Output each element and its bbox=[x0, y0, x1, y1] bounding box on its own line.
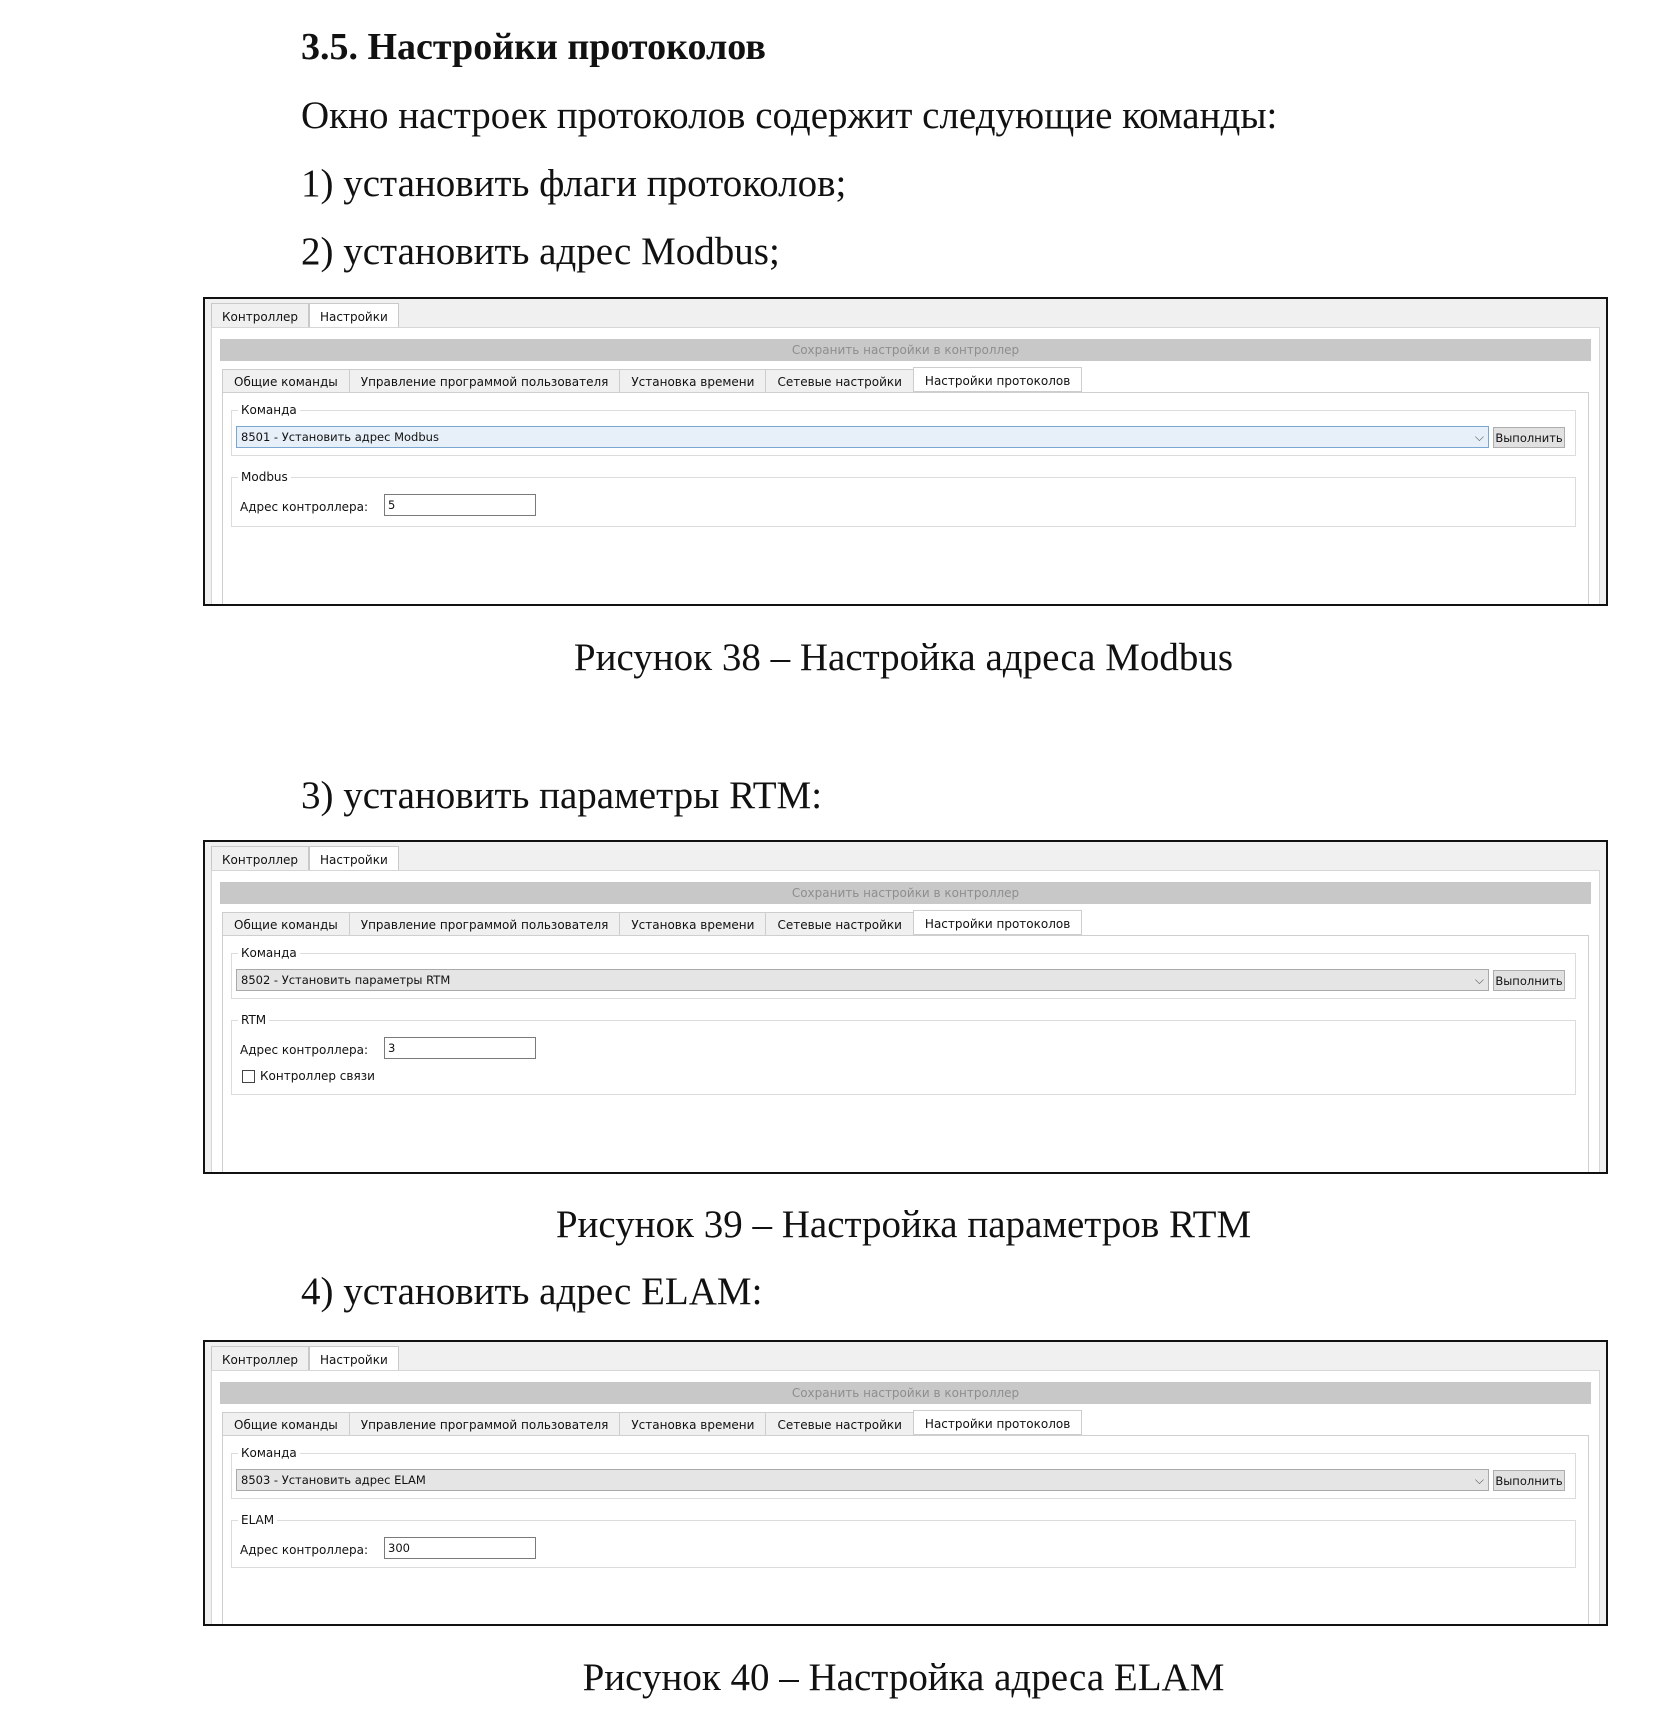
top-tab-bar bbox=[211, 303, 399, 328]
rtm-group bbox=[231, 1013, 1576, 1095]
list-item-1: 1) установить флаги протоколов; bbox=[301, 162, 847, 205]
link-controller-label: Контроллер связи bbox=[260, 1069, 375, 1083]
save-to-controller-button[interactable]: Сохранить настройки в контроллер bbox=[220, 1382, 1591, 1404]
modbus-group bbox=[231, 470, 1576, 527]
tab-controller[interactable]: Контроллер bbox=[211, 1346, 309, 1371]
tab-protocol-settings[interactable]: Настройки протоколов bbox=[913, 910, 1082, 935]
command-select[interactable] bbox=[236, 1469, 1489, 1491]
address-label: Адрес контроллера: bbox=[240, 1043, 369, 1057]
save-to-controller-button[interactable]: Сохранить настройки в контроллер bbox=[220, 339, 1591, 361]
tab-time-setting[interactable]: Установка времени bbox=[619, 369, 765, 393]
rtm-group-title: RTM bbox=[238, 1012, 269, 1028]
command-group-title: Команда bbox=[238, 402, 300, 418]
tab-settings[interactable]: Настройки bbox=[309, 846, 399, 871]
tab-user-program[interactable]: Управление программой пользователя bbox=[349, 369, 620, 393]
tab-user-program[interactable]: Управление программой пользователя bbox=[349, 912, 620, 936]
tab-protocol-settings[interactable]: Настройки протоколов bbox=[913, 367, 1082, 392]
command-group-title: Команда bbox=[238, 1445, 300, 1461]
elam-group bbox=[231, 1513, 1576, 1568]
tab-network-settings[interactable]: Сетевые настройки bbox=[765, 1412, 912, 1436]
save-to-controller-button[interactable]: Сохранить настройки в контроллер bbox=[220, 882, 1591, 904]
chevron-down-icon: ⌵ bbox=[1474, 973, 1484, 987]
address-input[interactable]: 300 bbox=[384, 1537, 536, 1559]
intro-paragraph: Окно настроек протоколов содержит следующие команды: bbox=[301, 94, 1278, 137]
tab-settings[interactable]: Настройки bbox=[309, 1346, 399, 1371]
settings-panel bbox=[211, 1370, 1600, 1624]
execute-button[interactable]: Выполнить bbox=[1493, 427, 1565, 448]
command-select[interactable] bbox=[236, 969, 1489, 991]
address-label: Адрес контроллера: bbox=[240, 500, 369, 514]
settings-tab-bar bbox=[222, 369, 1082, 393]
tab-general-commands[interactable]: Общие команды bbox=[222, 369, 349, 393]
execute-button[interactable]: Выполнить bbox=[1493, 970, 1565, 991]
address-label: Адрес контроллера: bbox=[240, 1543, 369, 1557]
tab-network-settings[interactable]: Сетевые настройки bbox=[765, 369, 912, 393]
protocol-settings-panel bbox=[222, 392, 1589, 604]
command-group bbox=[231, 403, 1576, 456]
command-select-value: 8503 - Установить адрес ELAM bbox=[241, 1473, 426, 1487]
elam-group-title: ELAM bbox=[238, 1512, 277, 1528]
tab-network-settings[interactable]: Сетевые настройки bbox=[765, 912, 912, 936]
tab-user-program[interactable]: Управление программой пользователя bbox=[349, 1412, 620, 1436]
command-group-title: Команда bbox=[238, 945, 300, 961]
caption-figure-40: Рисунок 40 – Настройка адреса ELAM bbox=[582, 1656, 1225, 1699]
screenshot-modbus bbox=[203, 297, 1608, 606]
settings-tab-bar bbox=[222, 912, 1082, 936]
tab-controller[interactable]: Контроллер bbox=[211, 303, 309, 328]
command-group bbox=[231, 946, 1576, 999]
chevron-down-icon: ⌵ bbox=[1474, 430, 1484, 444]
tab-controller[interactable]: Контроллер bbox=[211, 846, 309, 871]
link-controller-checkbox[interactable] bbox=[242, 1068, 375, 1084]
list-item-3: 3) установить параметры RTM: bbox=[301, 774, 823, 817]
tab-settings[interactable]: Настройки bbox=[309, 303, 399, 328]
tab-general-commands[interactable]: Общие команды bbox=[222, 912, 349, 936]
top-tab-bar bbox=[211, 1346, 399, 1371]
address-input[interactable]: 3 bbox=[384, 1037, 536, 1059]
execute-button[interactable]: Выполнить bbox=[1493, 1470, 1565, 1491]
list-item-2: 2) установить адрес Modbus; bbox=[301, 230, 780, 273]
tab-general-commands[interactable]: Общие команды bbox=[222, 1412, 349, 1436]
screenshot-rtm bbox=[203, 840, 1608, 1174]
command-select[interactable] bbox=[236, 426, 1489, 448]
modbus-group-title: Modbus bbox=[238, 469, 291, 485]
settings-tab-bar bbox=[222, 1412, 1082, 1436]
command-select-value: 8502 - Установить параметры RTM bbox=[241, 973, 451, 987]
tab-time-setting[interactable]: Установка времени bbox=[619, 1412, 765, 1436]
caption-figure-39: Рисунок 39 – Настройка параметров RTM bbox=[555, 1203, 1252, 1246]
protocol-settings-panel bbox=[222, 1435, 1589, 1624]
tab-protocol-settings[interactable]: Настройки протоколов bbox=[913, 1410, 1082, 1435]
settings-panel bbox=[211, 870, 1600, 1172]
list-item-4: 4) установить адрес ELAM: bbox=[301, 1270, 763, 1313]
caption-figure-38: Рисунок 38 – Настройка адреса Modbus bbox=[573, 636, 1234, 679]
tab-time-setting[interactable]: Установка времени bbox=[619, 912, 765, 936]
chevron-down-icon: ⌵ bbox=[1474, 1473, 1484, 1487]
settings-panel bbox=[211, 327, 1600, 604]
protocol-settings-panel bbox=[222, 935, 1589, 1172]
top-tab-bar bbox=[211, 846, 399, 871]
address-input[interactable]: 5 bbox=[384, 494, 536, 516]
command-select-value: 8501 - Установить адрес Modbus bbox=[241, 430, 439, 444]
checkbox-icon[interactable] bbox=[242, 1070, 255, 1083]
screenshot-elam bbox=[203, 1340, 1608, 1626]
section-heading: 3.5. Настройки протоколов bbox=[301, 26, 766, 68]
command-group bbox=[231, 1446, 1576, 1499]
